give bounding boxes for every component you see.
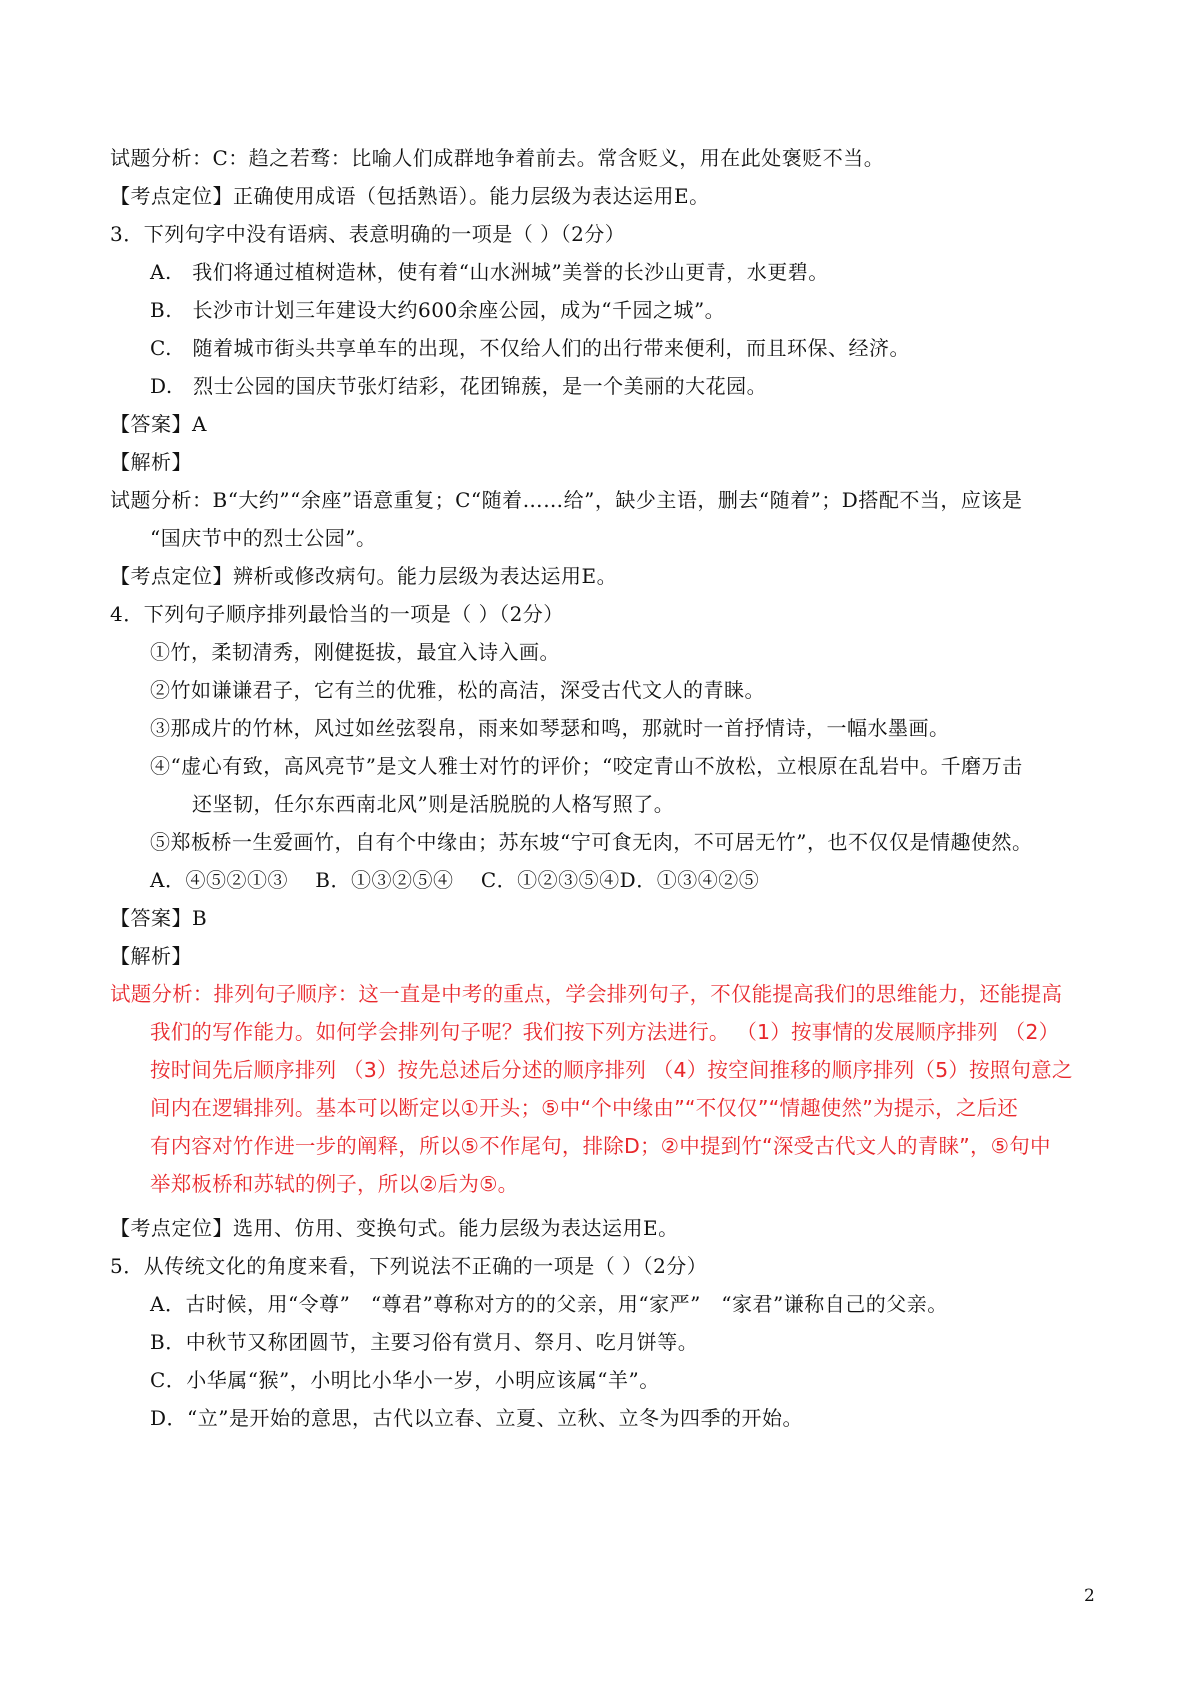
q5-option-d: D．“立”是开始的意思，古代以立春、立夏、立秋、立冬为四季的开始。: [150, 1406, 803, 1430]
q3-knowledge-point: 【考点定位】辨析或修改病句。能力层级为表达运用E。: [110, 564, 618, 588]
q3-option-c: C. 随着城市街头共享单车的出现，不仅给人们的出行带来便利，而且环保、经济。: [150, 336, 910, 360]
q4-stem: 4．下列句子顺序排列最恰当的一项是（ ）（2分）: [110, 602, 564, 626]
q5-option-a: A．古时候，用“令尊” “尊君”尊称对方的的父亲，用“家严” “家君”谦称自己的父亲。: [150, 1292, 948, 1316]
q2-analysis-text: 试题分析：C：趋之若骛：比喻人们成群地争着前去。常含贬义，用在此处褒贬不当。: [110, 146, 885, 170]
q4-sentence-4-cont: 还坚韧，任尔东西南北风”则是活脱脱的人格写照了。: [192, 792, 675, 816]
q3-option-b: B. 长沙市计划三年建设大约600余座公园，成为“千园之城”。: [150, 298, 726, 322]
q4-sentence-4: ④“虚心有致，高风亮节”是文人雅士对竹的评价；“咬定青山不放松，立根原在乱岩中。千磨万击: [150, 754, 1023, 778]
q3-answer: 【答案】A: [110, 412, 207, 436]
q4-sentence-3: ③那成片的竹林，风过如丝弦裂帛，雨来如琴瑟和鸣，那就时一首抒情诗，一幅水墨画。: [150, 716, 950, 740]
q5-stem: 5．从传统文化的角度来看，下列说法不正确的一项是（ ）（2分）: [110, 1254, 708, 1278]
q5-option-b: B．中秋节又称团圆节，主要习俗有赏月、祭月、吃月饼等。: [150, 1330, 699, 1354]
page-number: 2: [1084, 1586, 1095, 1606]
q3-option-d: D. 烈士公园的国庆节张灯结彩，花团锦蔟，是一个美丽的大花园。: [150, 374, 768, 398]
q4-analysis-text-5: 有内容对竹作进一步的阐释，所以⑤不作尾句，排除D；②中提到竹“深受古代文人的青睐”，⑤句中: [150, 1134, 1051, 1158]
q4-answer: 【答案】B: [110, 906, 208, 930]
q3-stem: 3．下列句字中没有语病、表意明确的一项是（ ）（2分）: [110, 222, 626, 246]
q4-knowledge-point: 【考点定位】选用、仿用、变换句式。能力层级为表达运用E。: [110, 1216, 679, 1240]
q3-analysis-text-cont: “国庆节中的烈士公园”。: [150, 526, 377, 550]
q4-analysis-heading: 【解析】: [110, 944, 192, 968]
q4-sentence-5: ⑤郑板桥一生爱画竹，自有个中缘由；苏东坡“宁可食无肉，不可居无竹”，也不仅仅是情趣使然。: [150, 830, 1033, 854]
q3-analysis-text: 试题分析：B“大约”“余座”语意重复；C“随着……给”，缺少主语，删去“随着”；D搭配不当，应该是: [110, 488, 1023, 512]
q4-analysis-text-3: 按时间先后顺序排列 （3）按先总述后分述的顺序排列 （4）按空间推移的顺序排列（5）按照句意之: [150, 1058, 1073, 1082]
q2-knowledge-point: 【考点定位】正确使用成语（包括熟语）。能力层级为表达运用E。: [110, 184, 710, 208]
q3-analysis-heading: 【解析】: [110, 450, 192, 474]
q4-sentence-2: ②竹如谦谦君子，它有兰的优雅，松的高洁，深受古代文人的青睐。: [150, 678, 765, 702]
q5-option-c: C．小华属“猴”，小明比小华小一岁，小明应该属“羊”。: [150, 1368, 660, 1392]
q4-analysis-text-6: 举郑板桥和苏轼的例子，所以②后为⑤。: [150, 1172, 519, 1196]
q4-sentence-1: ①竹，柔韧清秀，刚健挺拔，最宜入诗入画。: [150, 640, 560, 664]
q4-analysis-text-4: 间内在逻辑排列。基本可以断定以①开头；⑤中“个中缘由”“不仅仅”“情趣使然”为提示，之后还: [150, 1096, 1018, 1120]
q4-options: A．④⑤②①③ B．①③②⑤④ C．①②③⑤④D．①③④②⑤: [150, 868, 760, 892]
q4-analysis-text-2: 我们的写作能力。如何学会排列句子呢？我们按下列方法进行。 （1）按事情的发展顺序排列 （2）: [150, 1020, 1060, 1044]
q3-option-a: A. 我们将通过植树造林，使有着“山水洲城”美誉的长沙山更青，水更碧。: [150, 260, 829, 284]
q4-analysis-text: 试题分析：排列句子顺序：这一直是中考的重点，学会排列句子，不仅能提高我们的思维能力，还能提高: [110, 982, 1063, 1006]
